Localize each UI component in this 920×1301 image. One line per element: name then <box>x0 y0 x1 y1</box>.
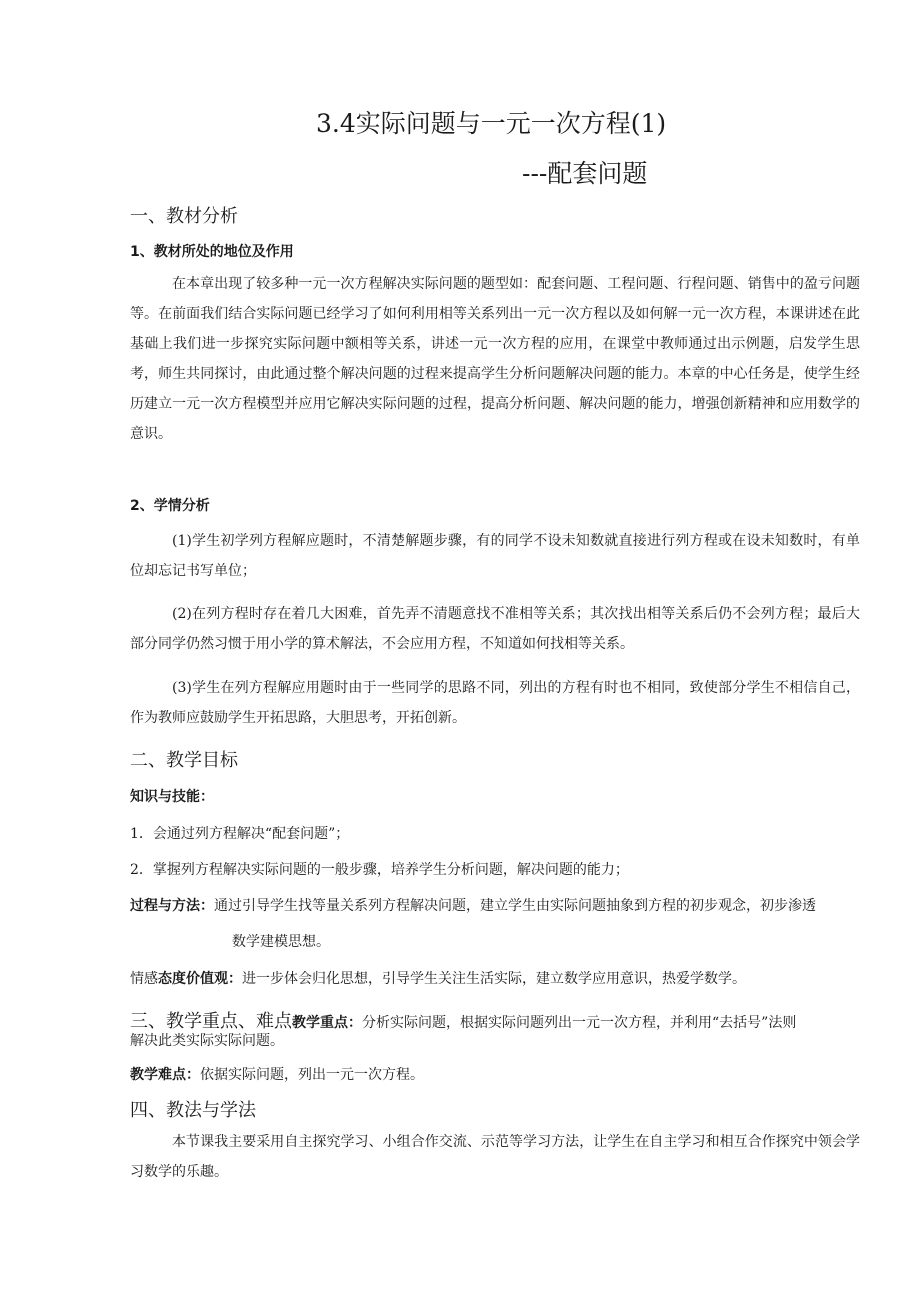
section-heading-key-difficult: 三、教学重点、难点 <box>130 1011 292 1032</box>
label-emotion-a: 情感 <box>130 971 158 987</box>
section-heading-teaching-goals: 二、教学目标 <box>130 750 238 771</box>
document-title: 3.4实际问题与一元一次方程(1) <box>316 109 667 138</box>
label-key-point: 教学重点： <box>292 1015 362 1031</box>
knowledge-goal-1: 1．会通过列方程解决“配套问题”； <box>130 826 350 842</box>
emotion-attitude-text: 进一步体会归化思想，引导学生关注生活实际，建立数学应用意识，热爱学数学。 <box>242 971 746 987</box>
knowledge-goal-2: 2．掌握列方程解决实际问题的一般步骤，培养学生分析问题，解决问题的能力； <box>130 862 629 878</box>
paragraph-status-role: 在本章出现了较多种一元一次方程解决实际问题的题型如：配套问题、工程问题、行程问题、销售中的盈亏问题等。在前面我们结合实际问题已经学习了如何利用相等关系列出一元一次方程以及如何解一元一次方程，本课讲述在此基础上我们进一步探究实际问题中额相等关系，讲述一元一次方程的应用，在课堂中教师通过出示例题，启发学生思考，师生共同探讨，由此通过整个解决问题的过程来提高学生分析问题解决问题的能力。本章的中心任务是，使学生经历建立一元一次方程模型并应用它解决实际问题的过程，提高分析问题、解决问题的能力，增强创新精神和应用数学的意识。 <box>130 276 860 442</box>
subheading-status-role: 1、教材所处的地位及作用 <box>130 244 294 260</box>
student-analysis-item-1: (1)学生初学列方程解应题时，不清楚解题步骤，有的同学不设未知数就直接进行列方程或在设未知数时，有单位却忘记书写单位； <box>130 533 860 579</box>
paragraph-methods: 本节课我主要采用自主探究学习、小组合作交流、示范等学习方法，让学生在自主学习和相互合作探究中领会学习数学的乐趣。 <box>130 1134 860 1180</box>
label-emotion-b: 态度价值观： <box>158 971 242 987</box>
emotion-attitude-row <box>130 968 746 988</box>
label-process-method: 过程与方法： <box>130 898 214 914</box>
process-method-text: 通过引导学生找等量关系列方程解决问题，建立学生由实际问题抽象到方程的初步观念，初步渗透 <box>214 898 816 914</box>
document-subtitle: ---配套问题 <box>522 159 648 188</box>
subheading-student-analysis: 2、学情分析 <box>130 498 210 514</box>
student-analysis-item-2: (2)在列方程时存在着几大困难，首先弄不清题意找不准相等关系；其次找出相等关系后仍不会列方程；最后大部分同学仍然习惯于用小学的算术解法，不会应用方程，不知道如何找相等关系。 <box>130 606 860 652</box>
label-knowledge-skills: 知识与技能： <box>130 789 214 805</box>
key-point-text: 分析实际问题，根据实际问题列出一元一次方程，并利用“去括号”法则 <box>362 1015 797 1031</box>
process-method-row <box>130 895 816 915</box>
student-analysis-item-3: (3)学生在列方程解应用题时由于一些同学的思路不同，列出的方程有时也不相同，致使部分学生不相信自己，作为教师应鼓励学生开拓思路，大胆思考，开拓创新。 <box>130 680 860 726</box>
process-method-text-2: 数学建模思想。 <box>232 934 330 950</box>
section-heading-methods: 四、教法与学法 <box>130 1100 256 1121</box>
difficult-point-text: 依据实际问题，列出一元一次方程。 <box>200 1067 424 1083</box>
label-difficult-point: 教学难点： <box>130 1067 200 1083</box>
difficult-point-row <box>130 1064 424 1084</box>
section-heading-textbook-analysis: 一、教材分析 <box>130 206 238 227</box>
key-point-text-2: 解决此类实际实际问题。 <box>130 1033 284 1049</box>
